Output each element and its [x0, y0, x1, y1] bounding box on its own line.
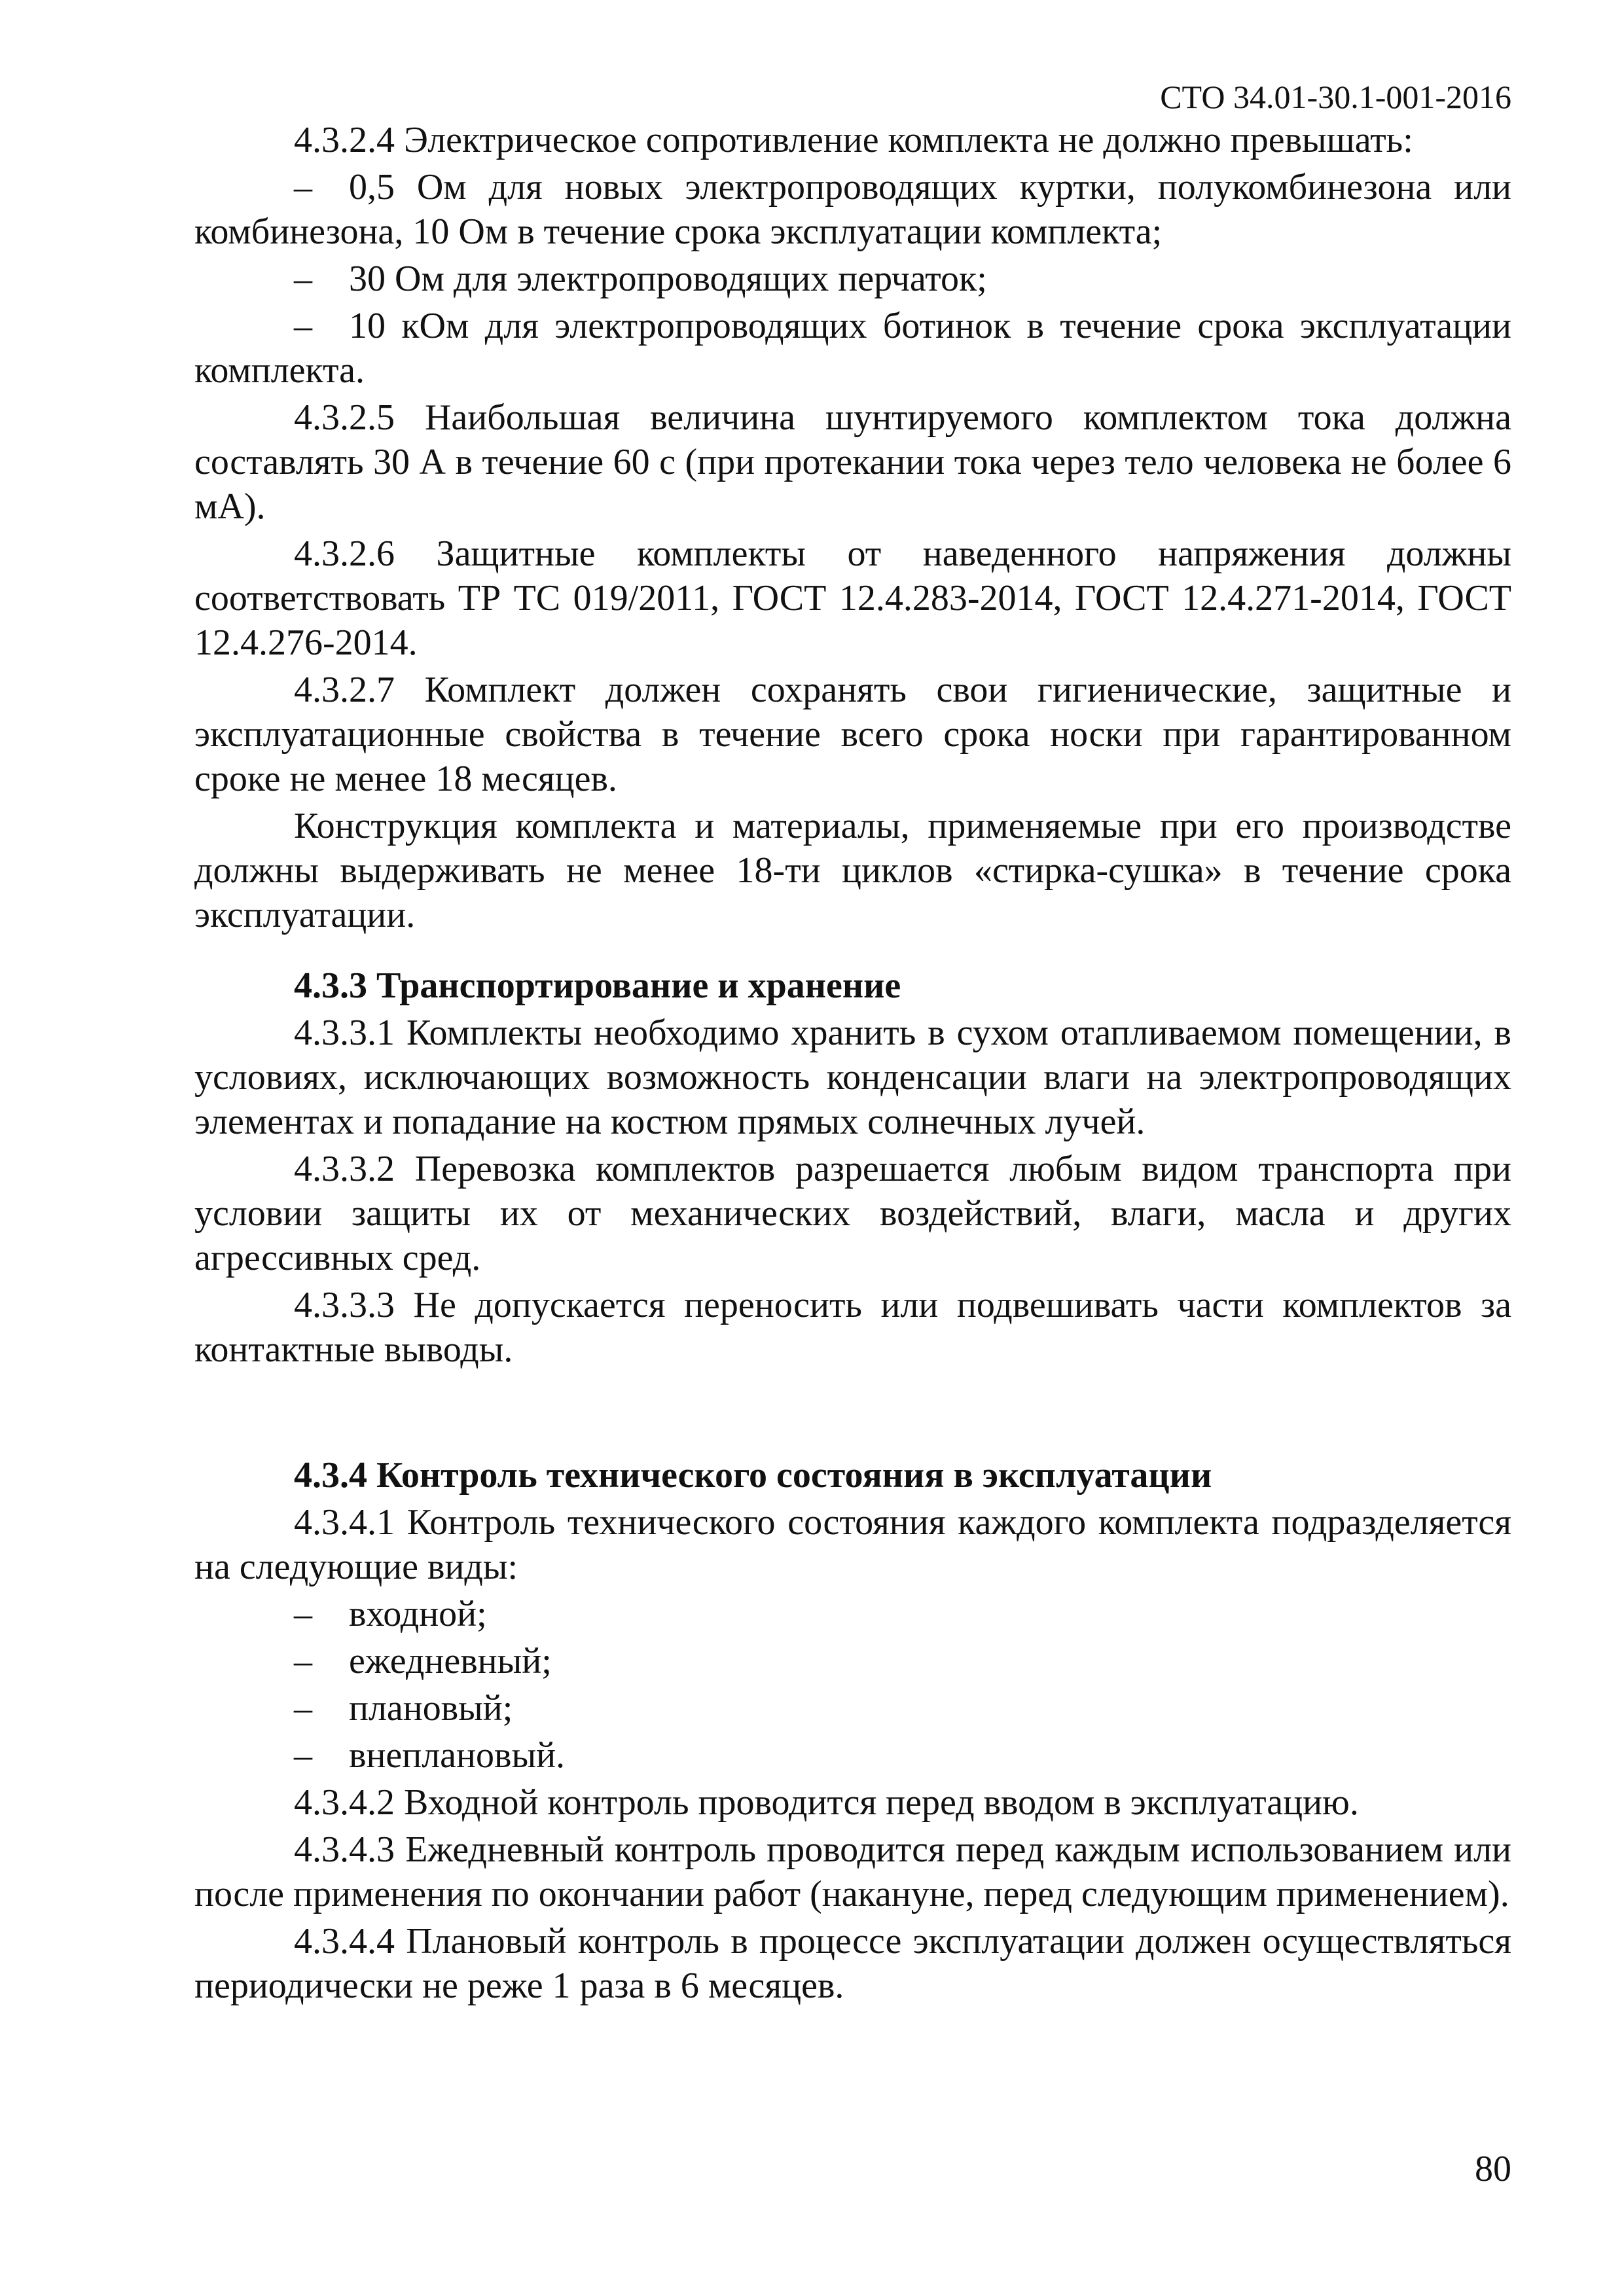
- page-number: 80: [1475, 2149, 1511, 2189]
- paragraph-4-3-3-3: 4.3.3.3 Не допускается переносить или подвешивать части комплектов за контактные выводы.: [194, 1285, 1511, 1370]
- bullet-item-resistance-gloves: [194, 257, 1511, 301]
- bullet-text: входной;: [349, 1594, 487, 1634]
- paragraph-4-3-2-4: 4.3.2.4 Электрическое сопротивление комплекта не должно превышать:: [294, 120, 1413, 160]
- bullet-item-resistance-clothing: [194, 165, 1511, 254]
- dash-marker: –: [294, 1594, 312, 1634]
- spacer: [194, 1374, 1511, 1453]
- paragraph-4-3-4-4: 4.3.4.4 Плановый контроль в процессе эксплуатации должен осуществляться периодически не реже 1 раза в 6 месяцев.: [194, 1921, 1511, 2006]
- spacer: [194, 940, 1511, 963]
- bullet-text: ежедневный;: [349, 1641, 552, 1681]
- paragraph-4-3-2-6: 4.3.2.6 Защитные комплекты от наведенного напряжения должны соответствовать ТР ТС 019/2011, ГОСТ 12.4.283-2014, ГОСТ 12.4.271-2014, ГОСТ 12.4.276-2014.: [194, 533, 1511, 663]
- dash-marker: –: [294, 259, 312, 299]
- section-heading-4-3-3: 4.3.3 Транспортирование и хранение: [294, 965, 901, 1006]
- paragraph-4-3-4-3: 4.3.4.3 Ежедневный контроль проводится перед каждым использованием или после применения по окончании работ (накануне, перед следующим применением).: [194, 1829, 1511, 1914]
- bullet-item-control-incoming: [194, 1592, 1511, 1636]
- dash-marker: –: [294, 1641, 312, 1681]
- bullet-text: 0,5 Ом для новых электропроводящих куртки, полукомбинезона или комбинезона, 10 Ом в течение срока эксплуатации комплекта;: [194, 167, 1511, 252]
- bullet-text: 10 кОм для электропроводящих ботинок в течение срока эксплуатации комплекта.: [194, 306, 1511, 391]
- paragraph-4-3-4-2: 4.3.4.2 Входной контроль проводится перед вводом в эксплуатацию.: [294, 1782, 1359, 1823]
- section-heading-4-3-4: 4.3.4 Контроль технического состояния в эксплуатации: [294, 1455, 1212, 1496]
- dash-marker: –: [294, 1735, 312, 1776]
- document-code: СТО 34.01-30.1-001-2016: [1160, 79, 1511, 115]
- dash-marker: –: [294, 306, 312, 346]
- bullet-text: 30 Ом для электропроводящих перчаток;: [349, 259, 987, 299]
- paragraph-4-3-3-1: 4.3.3.1 Комплекты необходимо хранить в сухом отапливаемом помещении, в условиях, исключающих возможность конденсации влаги на электропроводящих элементах и попадание на костюм прямых солнечных лучей.: [194, 1013, 1511, 1142]
- bullet-item-control-daily: [194, 1639, 1511, 1683]
- bullet-item-resistance-boots: [194, 304, 1511, 393]
- bullet-text: внеплановый.: [349, 1735, 566, 1776]
- bullet-item-control-planned: [194, 1686, 1511, 1731]
- dash-marker: –: [294, 1688, 312, 1729]
- paragraph-construction: Конструкция комплекта и материалы, применяемые при его производстве должны выдерживать не менее 18-ти циклов «стирка-сушка» в течение срока эксплуатации.: [194, 806, 1511, 935]
- paragraph-4-3-2-5: 4.3.2.5 Наибольшая величина шунтируемого комплектом тока должна составлять 30 А в течение 60 с (при протекании тока через тело человека не более 6 мА).: [194, 397, 1511, 527]
- dash-marker: –: [294, 167, 312, 207]
- bullet-text: плановый;: [349, 1688, 513, 1729]
- bullet-item-control-unplanned: [194, 1733, 1511, 1778]
- document-body: [194, 118, 1511, 2011]
- paragraph-4-3-4-1: 4.3.4.1 Контроль технического состояния каждого комплекта подразделяется на следующие виды:: [194, 1502, 1511, 1587]
- paragraph-4-3-3-2: 4.3.3.2 Перевозка комплектов разрешается любым видом транспорта при условии защиты их от механических воздействий, влаги, масла и других агрессивных сред.: [194, 1149, 1511, 1278]
- paragraph-4-3-2-7: 4.3.2.7 Комплект должен сохранять свои гигиенические, защитные и эксплуатационные свойства в течение всего срока носки при гарантированном сроке не менее 18 месяцев.: [194, 670, 1511, 799]
